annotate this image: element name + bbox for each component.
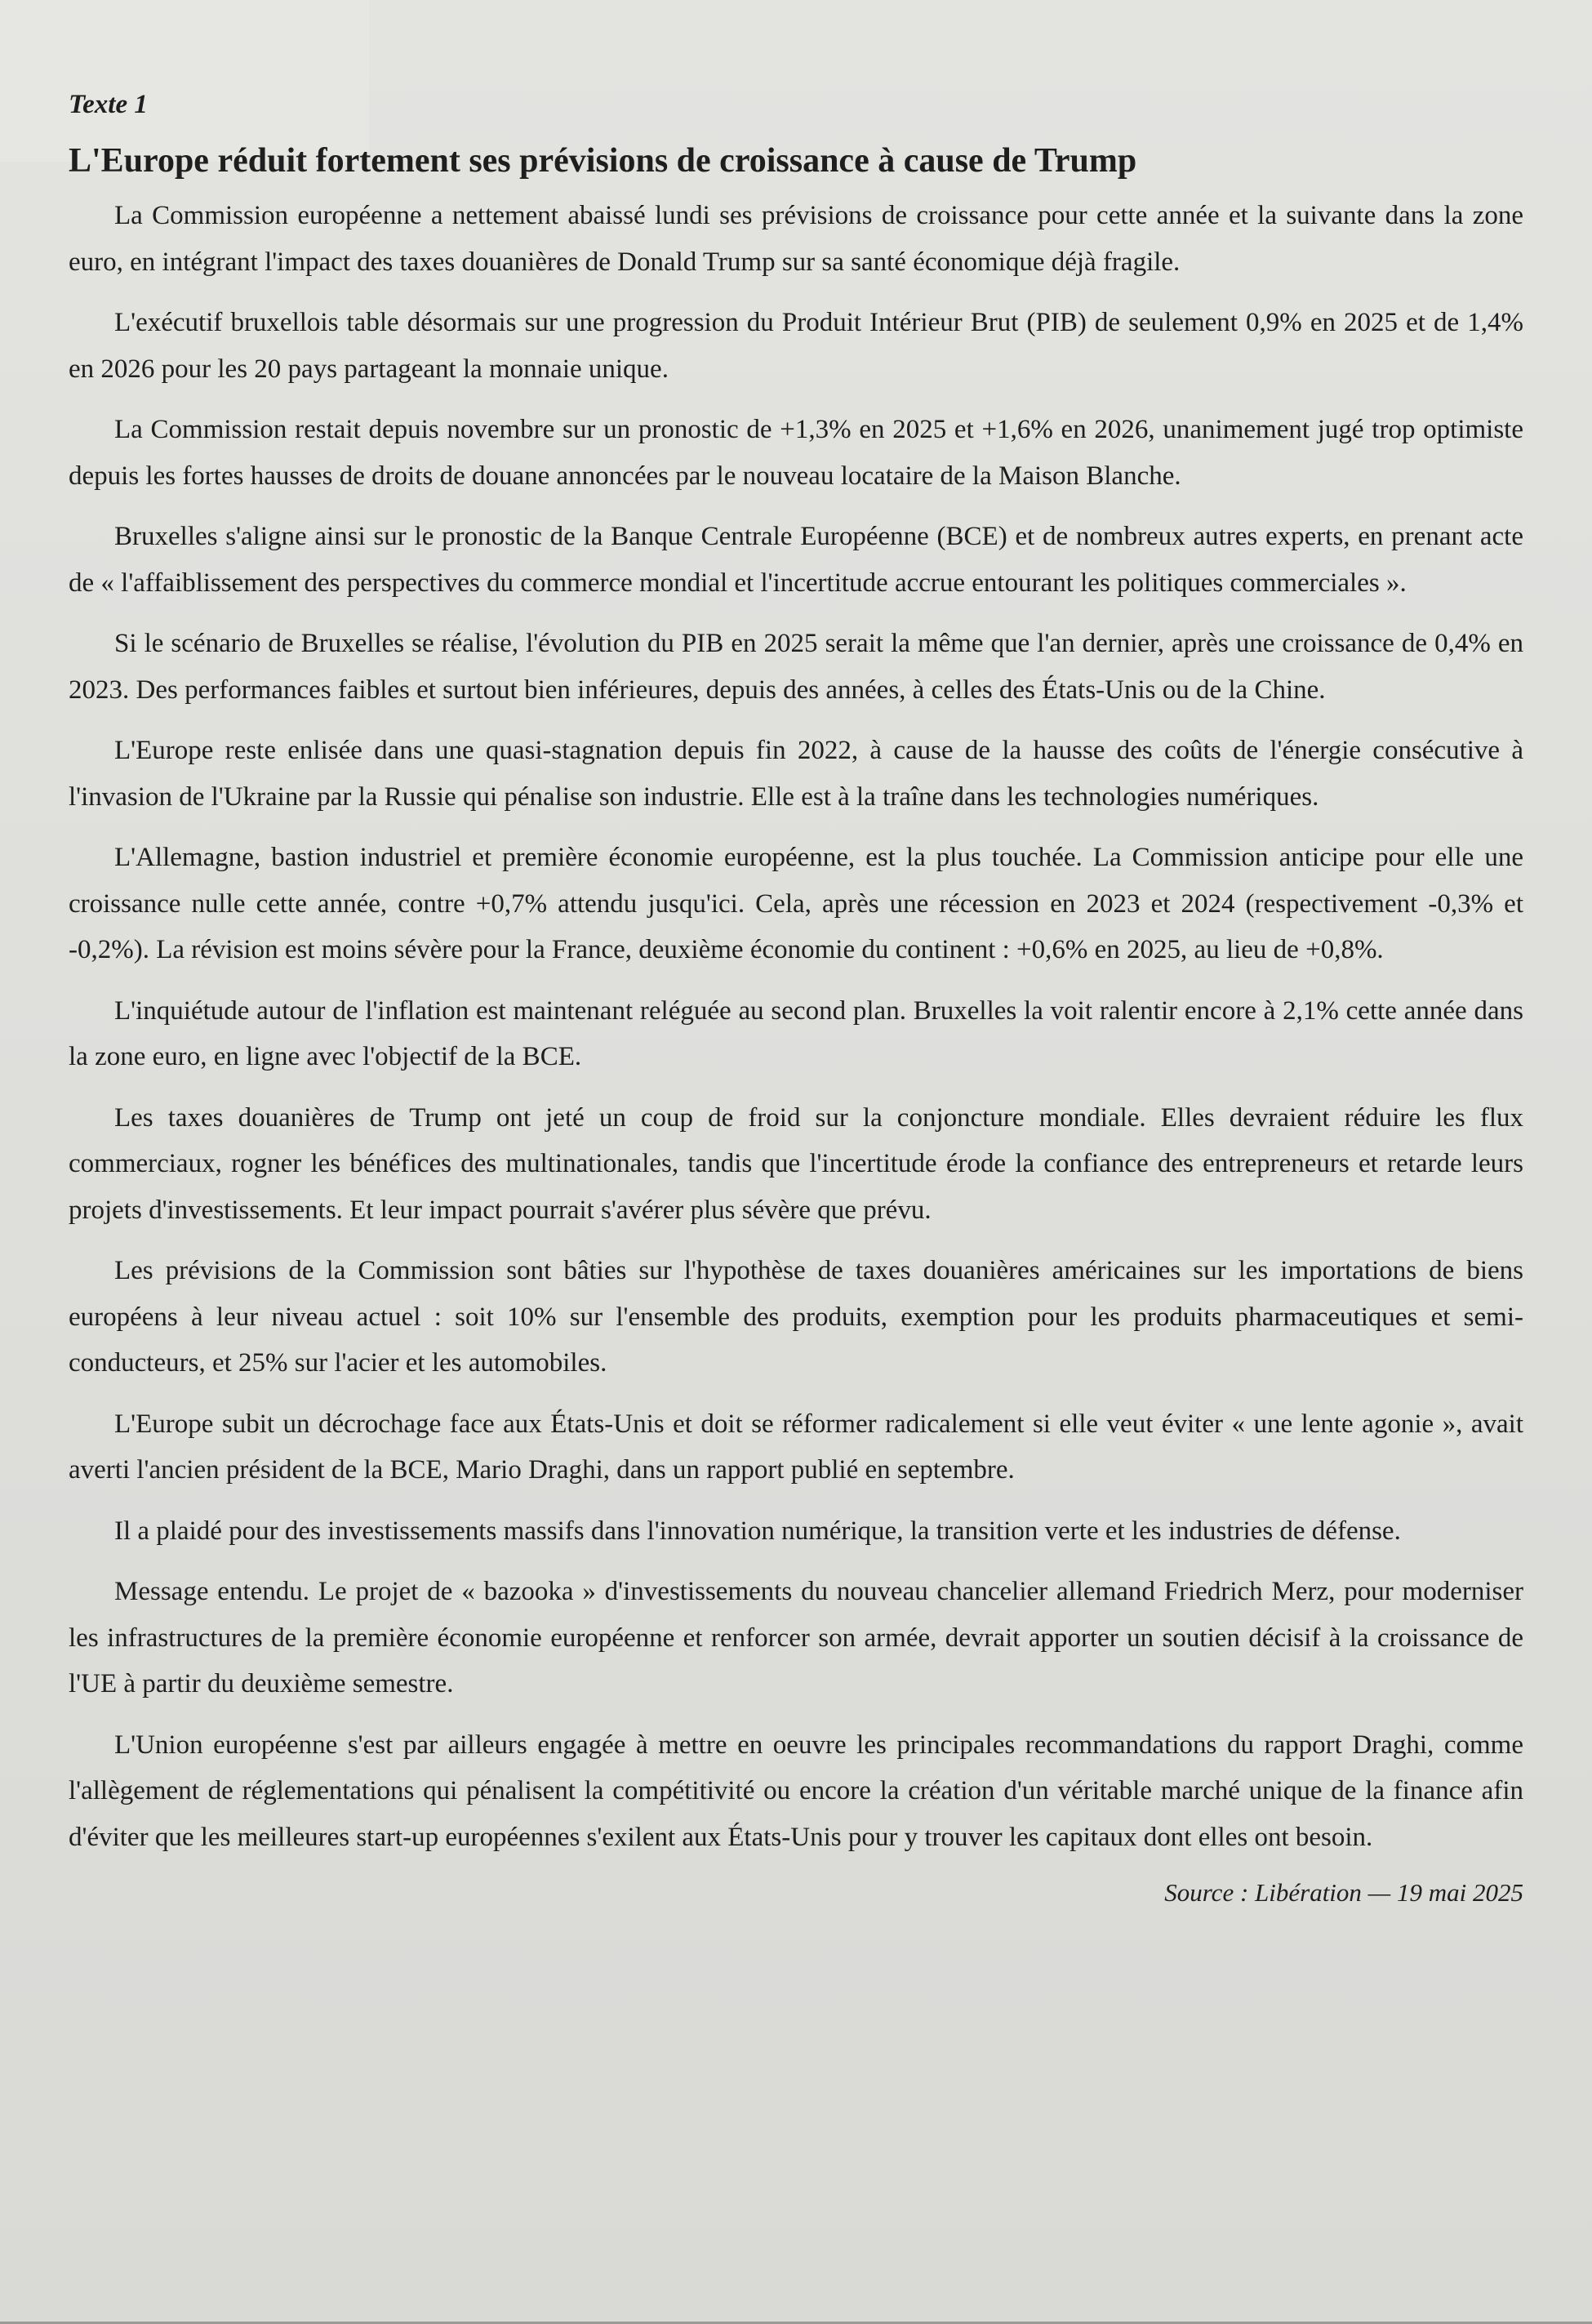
paragraph-10: Les prévisions de la Commission sont bâties sur l'hypothèse de taxes douanières américaines sur les importations de biens européens à leur niveau actuel : soit 10% sur l'ensemble des produits, exemption pour les produits pharmaceutiques et semi-conducteurs, et 25% sur l'acier et les automobiles. (69, 1256, 1523, 1378)
source-citation: Source : Libération — 19 mai 2025 (1164, 1878, 1523, 1907)
article-body (69, 193, 1523, 1860)
paragraph-1: La Commission européenne a nettement abaissé lundi ses prévisions de croissance pour cette année et la suivante dans la zone euro, en intégrant l'impact des taxes douanières de Donald Trump sur sa santé économique déjà fragile. (69, 201, 1523, 277)
paragraph-8: L'inquiétude autour de l'inflation est maintenant reléguée au second plan. Bruxelles la voit ralentir encore à 2,1% cette année dans la zone euro, en ligne avec l'objectif de la BCE. (69, 995, 1523, 1071)
paragraph-9: Les taxes douanières de Trump ont jeté un coup de froid sur la conjoncture mondiale. Elles devraient réduire les flux commerciaux, rogner les bénéfices des multinationales, tandis que l'incertitude érode la confiance des entrepreneurs et retarde leurs projets d'investissements. Et leur impact pourrait s'avérer plus sévère que prévu. (69, 1102, 1523, 1225)
paragraph-7: L'Allemagne, bastion industriel et première économie européenne, est la plus touchée. La Commission anticipe pour elle une croissance nulle cette année, contre +0,7% attendu jusqu'ici. Cela, après une récession en 2023 et 2024 (respectivement -0,3% et -0,2%). La révision est moins sévère pour la France, deuxième économie du continent : +0,6% en 2025, au lieu de +0,8%. (69, 843, 1523, 964)
article-title: L'Europe réduit fortement ses prévisions de croissance à cause de Trump (69, 142, 1137, 180)
paragraph-4: Bruxelles s'aligne ainsi sur le pronostic de la Banque Centrale Européenne (BCE) et de nombreux autres experts, en prenant acte de « l'affaiblissement des perspectives du commerce mondial et l'incertitude accrue entourant les politiques commerciales ». (69, 522, 1523, 598)
scan-patch (0, 0, 369, 162)
text-label: Texte 1 (69, 90, 148, 119)
paragraph-13: Message entendu. Le projet de « bazooka » d'investissements du nouveau chancelier allemand Friedrich Merz, pour moderniser les infrastructures de la première économie européenne et renforcer son armée, devrait apporter un soutien décisif à la croissance de l'UE à partir du deuxième semestre. (69, 1577, 1523, 1698)
paragraph-2: L'exécutif bruxellois table désormais sur une progression du Produit Intérieur Brut (PIB) de seulement 0,9% en 2025 et de 1,4% en 2026 pour les 20 pays partageant la monnaie unique. (69, 308, 1523, 384)
paragraph-11: L'Europe subit un décrochage face aux États-Unis et doit se réformer radicalement si elle veut éviter « une lente agonie », avait averti l'ancien président de la BCE, Mario Draghi, dans un rapport publié en septembre. (69, 1409, 1523, 1485)
paragraph-12: Il a plaidé pour des investissements massifs dans l'innovation numérique, la transition verte et les industries de défense. (114, 1516, 1401, 1546)
paragraph-5: Si le scénario de Bruxelles se réalise, l'évolution du PIB en 2025 serait la même que l'an dernier, après une croissance de 0,4% en 2023. Des performances faibles et surtout bien inférieures, depuis des années, à celles des États-Unis ou de la Chine. (69, 629, 1523, 705)
paragraph-14: L'Union européenne s'est par ailleurs engagée à mettre en oeuvre les principales recommandations du rapport Draghi, comme l'allègement de réglementations qui pénalisent la compétitivité ou encore la création d'un véritable marché unique de la finance afin d'éviter que les meilleures start-up européennes s'exilent aux États-Unis pour y trouver les capitaux dont elles ont besoin. (69, 1730, 1523, 1852)
paragraph-6: L'Europe reste enlisée dans une quasi-stagnation depuis fin 2022, à cause de la hausse des coûts de l'énergie consécutive à l'invasion de l'Ukraine par la Russie qui pénalise son industrie. Elle est à la traîne dans les technologies numériques. (69, 736, 1523, 812)
paragraph-3: La Commission restait depuis novembre sur un pronostic de +1,3% en 2025 et +1,6% en 2026, unanimement jugé trop optimiste depuis les fortes hausses de droits de douane annoncées par le nouveau locataire de la Maison Blanche. (69, 415, 1523, 491)
